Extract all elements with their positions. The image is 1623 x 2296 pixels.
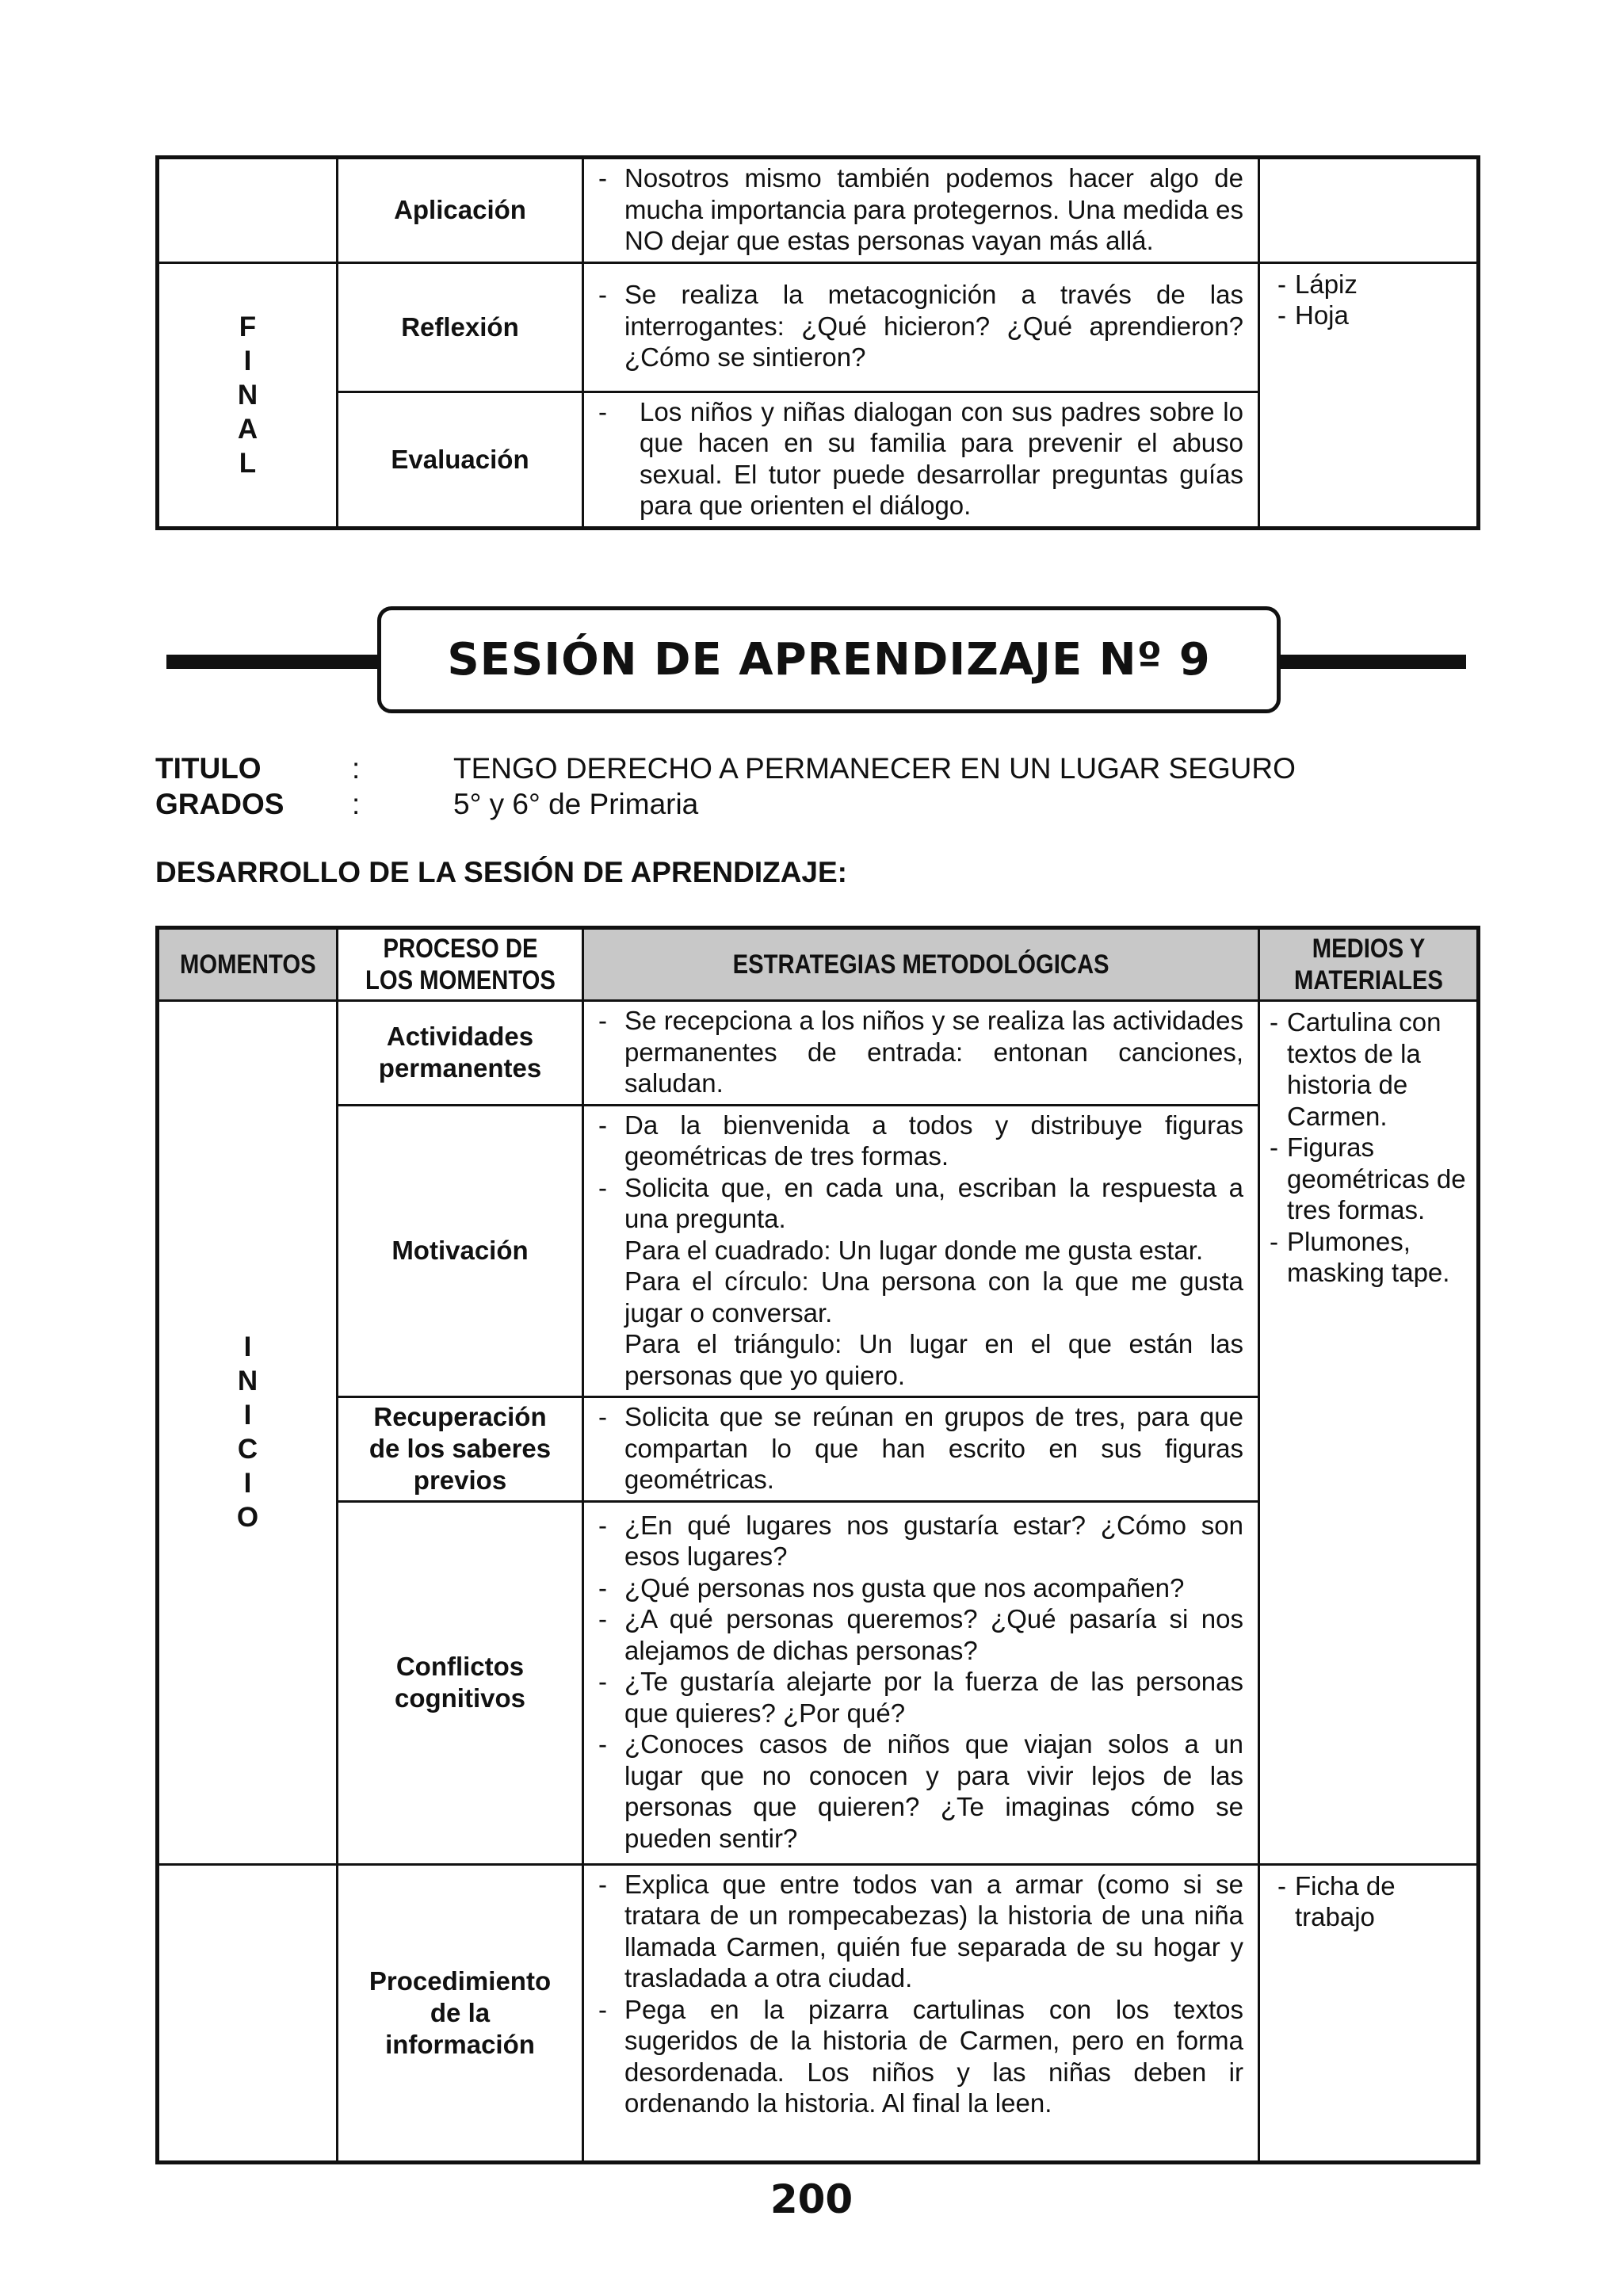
grados-label: GRADOS <box>155 788 285 820</box>
process-recuperacion: Recuperación de los saberes previos <box>338 1397 583 1502</box>
moment-inicio: I N I C I O <box>158 1001 338 1865</box>
moment-final: F I N A L <box>158 262 338 528</box>
materials-inicio <box>1259 1001 1479 1865</box>
header-medios: MEDIOS Y MATERIALES <box>1259 928 1479 1001</box>
strategy-actividades-permanentes: - Se recepciona a los niños y se realiza las actividades permanentes de entrada: entonan canciones, saludan. <box>583 1001 1259 1106</box>
header-momentos: MOMENTOS <box>158 928 338 1001</box>
process-actividades-permanentes: Actividades permanentes <box>338 1001 583 1106</box>
process-motivacion: Motivación <box>338 1105 583 1397</box>
strategy-aplicacion: - Nosotros mismo también podemos hacer algo de mucha importancia para protegernos. Una medida es NO dejar que estas personas vayan más allá. <box>583 158 1259 263</box>
materials-empty-cell <box>1259 158 1479 263</box>
process-procedimiento: Procedimiento de la información <box>338 1864 583 2162</box>
grados-colon: : <box>352 788 361 820</box>
session-title: SESIÓN DE APRENDIZAJE Nº 9 <box>377 606 1281 713</box>
process-evaluacion: Evaluación <box>338 392 583 528</box>
grados-value: 5° y 6° de Primaria <box>453 788 699 820</box>
material-item: - Plumones, masking tape. <box>1270 1226 1450 1287</box>
materials-final: - Lápiz - Hoja <box>1259 262 1479 528</box>
titulo-value: TENGO DERECHO A PERMANECER EN UN LUGAR SEGURO <box>453 752 1296 785</box>
process-aplicacion: Aplicación <box>338 158 583 263</box>
process-reflexion: Reflexión <box>338 262 583 392</box>
strategy-motivacion: - Da la bienvenida a todos y distribuye figuras geométricas de tres formas. - Solicita que, en cada una, escriban la respuesta a una pregunta. Para el cuadrado: Un lugar donde me gusta estar. Para el círculo: Una persona con la que me gusta jugar o conversar. Para el triángulo: Un lugar en el que están las personas que yo quiero. <box>583 1105 1259 1397</box>
strategy-conflictos-cognitivos: - ¿En qué lugares nos gustaría estar? ¿Cómo son esos lugares? - ¿Qué personas nos gusta que nos acompañen? - ¿A qué personas queremos? ¿Qué pasaría si nos alejamos de dichas personas? - ¿Te gustaría alejarte por la fuerza de las personas que quieres? ¿Por qué? - ¿Conoces casos de niños que viajan solos a un lugar que no conocen y para vivir lejos de las personas que quieren? ¿Te imaginas cómo se pueden sentir? <box>583 1501 1259 1864</box>
moment-proc-empty-cell <box>158 1864 338 2162</box>
final-moment-empty-cell <box>158 158 338 263</box>
strategy-evaluacion: - Los niños y niñas dialogan con sus padres sobre lo que hacen en su familia para prevenir el abuso sexual. El tutor puede desarrollar preguntas guías para que orienten el diálogo. <box>583 392 1259 528</box>
titulo-row <box>155 751 1503 786</box>
material-item: - Ficha de trabajo <box>1277 1870 1396 1931</box>
header-estrategias: ESTRATEGIAS METODOLÓGICAS <box>583 928 1259 1001</box>
grados-row <box>155 787 1503 822</box>
strategy-reflexion: - Se realiza la metacognición a través de las interrogantes: ¿Qué hicieron? ¿Qué aprendieron? ¿Cómo se sintieron? <box>583 262 1259 392</box>
banner-right-bar <box>1268 655 1466 669</box>
final-table <box>155 155 1480 530</box>
banner-left-bar <box>166 655 382 669</box>
strategy-procedimiento: - Explica que entre todos van a armar (como si se tratara de un rompecabezas) la historia de una niña llamada Carmen, quién fue separada de su hogar y trasladada a otra ciudad. - Pega en la pizarra cartulinas con los textos sugeridos de la historia de Carmen, pero en forma desordenada. Los niños y las niñas deben ir ordenando la historia. Al final la leen. <box>583 1864 1259 2162</box>
header-proceso: PROCESO DE LOS MOMENTOS <box>338 928 583 1001</box>
material-item: - Figuras geométricas de tres formas. <box>1270 1133 1466 1224</box>
titulo-colon: : <box>352 752 361 785</box>
process-conflictos-cognitivos: Conflictos cognitivos <box>338 1501 583 1864</box>
strategy-recuperacion: - Solicita que se reúnan en grupos de tres, para que compartan lo que han escrito en sus figuras geométricas. <box>583 1397 1259 1502</box>
session-table <box>155 926 1480 2164</box>
page-number: 200 <box>769 2176 854 2222</box>
materials-procedimiento <box>1259 1864 1479 2162</box>
development-heading: DESARROLLO DE LA SESIÓN DE APRENDIZAJE: <box>155 856 848 888</box>
material-item: - Cartulina con textos de la historia de Carmen. <box>1270 1007 1442 1131</box>
titulo-label: TITULO <box>155 752 262 785</box>
